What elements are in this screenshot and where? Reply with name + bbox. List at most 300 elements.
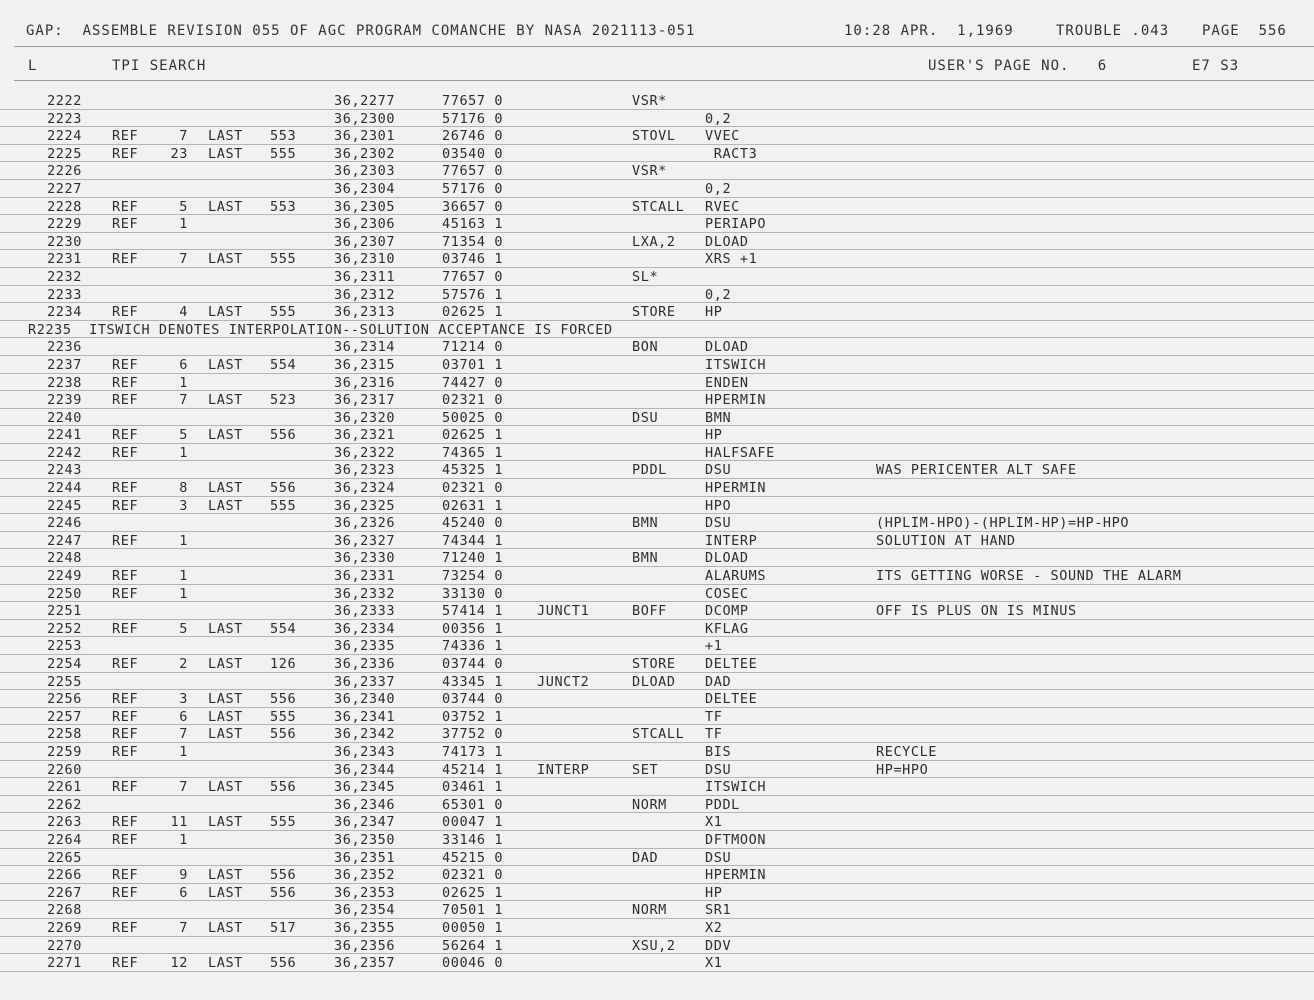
listing-row: [0, 92, 1314, 110]
operand: ITSWICH: [705, 356, 767, 373]
operand: DSU: [705, 515, 732, 532]
last-page: 517: [270, 919, 297, 936]
operand: DAD: [705, 673, 732, 690]
octal-word: 77657 0: [442, 93, 504, 109]
octal-word: 70501 1: [442, 902, 504, 919]
line-number: 2227: [47, 180, 82, 197]
last-page: 556: [270, 955, 297, 972]
listing-row: [0, 637, 1314, 655]
listing-row: [0, 567, 1314, 585]
operand: X1: [705, 814, 723, 831]
line-number: 2243: [47, 462, 82, 479]
ref-marker: REF: [112, 585, 139, 602]
line-number: 2255: [47, 673, 82, 690]
comment: (HPLIM-HPO)-(HPLIM-HP)=HP-HPO: [876, 515, 1130, 532]
last-marker: LAST: [208, 814, 243, 831]
ref-marker: REF: [112, 867, 139, 884]
ref-marker: REF: [112, 884, 139, 901]
line-number: 2251: [47, 603, 82, 620]
operand: DELTEE: [705, 656, 758, 672]
octal-word: 74336 1: [442, 638, 504, 655]
comment: WAS PERICENTER ALT SAFE: [876, 462, 1077, 479]
line-number: 2246: [47, 515, 82, 532]
octal-word: 73254 0: [442, 568, 504, 585]
operand: DSU: [705, 761, 732, 778]
address: 36,2312: [334, 286, 396, 303]
octal-word: 02321 0: [442, 867, 504, 884]
ref-count: 7: [179, 726, 188, 743]
octal-word: 74427 0: [442, 374, 504, 391]
address: 36,2304: [334, 180, 396, 197]
address: 36,2356: [334, 937, 396, 954]
address: 36,2357: [334, 955, 396, 972]
listing-row: [0, 145, 1314, 163]
listing-row: [0, 884, 1314, 902]
page-number: PAGE 556: [1202, 23, 1287, 39]
octal-word: 45163 1: [442, 216, 504, 233]
address: 36,2331: [334, 568, 396, 585]
operand: 0,2: [705, 110, 732, 127]
address: 36,2345: [334, 779, 396, 796]
ref-count: 6: [179, 884, 188, 901]
last-marker: LAST: [208, 656, 243, 672]
listing-row: [0, 215, 1314, 233]
operand: XRS +1: [705, 251, 758, 268]
operand: DLOAD: [705, 550, 749, 567]
octal-word: 77657 0: [442, 268, 504, 285]
octal-word: 02631 1: [442, 497, 504, 514]
address: 36,2355: [334, 919, 396, 936]
line-number: 2261: [47, 779, 82, 796]
octal-word: 03540 0: [442, 145, 504, 162]
ref-marker: REF: [112, 497, 139, 514]
opcode: NORM: [632, 796, 667, 813]
ref-count: 6: [179, 356, 188, 373]
ref-count: 11: [170, 814, 188, 831]
ref-marker: REF: [112, 251, 139, 268]
listing-row: [0, 673, 1314, 691]
octal-word: 03744 0: [442, 656, 504, 672]
operand: HPERMIN: [705, 480, 767, 497]
operand: 0,2: [705, 180, 732, 197]
ref-count: 1: [179, 532, 188, 549]
operand: BIS: [705, 743, 732, 760]
opcode: SL*: [632, 268, 659, 285]
listing-row: [0, 919, 1314, 937]
opcode: BOFF: [632, 603, 667, 620]
address: 36,2320: [334, 409, 396, 426]
operand: PERIAPO: [705, 216, 767, 233]
address: 36,2326: [334, 515, 396, 532]
ref-marker: REF: [112, 444, 139, 461]
listing-row: [0, 444, 1314, 462]
ref-marker: REF: [112, 374, 139, 391]
listing-row: [0, 110, 1314, 128]
listing-row: [0, 937, 1314, 955]
listing-row: [0, 461, 1314, 479]
ref-count: 1: [179, 568, 188, 585]
address: 36,2344: [334, 761, 396, 778]
listing-row: [0, 180, 1314, 198]
assembly-date: 10:28 APR. 1,1969: [844, 23, 1014, 39]
trouble-code: TROUBLE .043: [1056, 23, 1170, 39]
ref-marker: REF: [112, 779, 139, 796]
listing-row: [0, 813, 1314, 831]
operand: TF: [705, 726, 723, 743]
line-number: 2231: [47, 251, 82, 268]
address: 36,2324: [334, 480, 396, 497]
line-number: 2225: [47, 145, 82, 162]
last-page: 554: [270, 356, 297, 373]
listing-row: [0, 162, 1314, 180]
octal-word: 02625 1: [442, 427, 504, 444]
address: 36,2330: [334, 550, 396, 567]
octal-word: 02321 0: [442, 392, 504, 409]
ref-count: 3: [179, 691, 188, 708]
operand: SR1: [705, 902, 732, 919]
octal-word: 74344 1: [442, 532, 504, 549]
ref-marker: REF: [112, 743, 139, 760]
address: 36,2323: [334, 462, 396, 479]
opcode: VSR*: [632, 93, 667, 109]
symbol-label: INTERP: [537, 761, 590, 778]
operand: TF: [705, 708, 723, 725]
line-number: 2253: [47, 638, 82, 655]
operand: +1: [705, 638, 723, 655]
line-number: 2228: [47, 198, 82, 215]
listing-row: [0, 356, 1314, 374]
address: 36,2306: [334, 216, 396, 233]
section-header: [26, 58, 1314, 78]
assembly-title: GAP: ASSEMBLE REVISION 055 OF AGC PROGRAM COMANCHE BY NASA 2021113-051: [26, 23, 696, 39]
line-number: 2230: [47, 233, 82, 250]
octal-word: 33130 0: [442, 585, 504, 602]
line-number: 2271: [47, 955, 82, 972]
line-number: 2266: [47, 867, 82, 884]
listing-row: [0, 479, 1314, 497]
opcode: PDDL: [632, 462, 667, 479]
operand: DCOMP: [705, 603, 749, 620]
address: 36,2346: [334, 796, 396, 813]
last-marker: LAST: [208, 779, 243, 796]
octal-word: 71214 0: [442, 339, 504, 356]
address: 36,2315: [334, 356, 396, 373]
ref-count: 1: [179, 374, 188, 391]
listing-row: [0, 268, 1314, 286]
ref-marker: REF: [112, 831, 139, 848]
listing-row: [0, 198, 1314, 216]
listing-row: [0, 690, 1314, 708]
last-page: 556: [270, 867, 297, 884]
opcode: STORE: [632, 304, 676, 321]
operand: X2: [705, 919, 723, 936]
ref-count: 9: [179, 867, 188, 884]
octal-word: 74365 1: [442, 444, 504, 461]
address: 36,2303: [334, 163, 396, 180]
octal-word: 33146 1: [442, 831, 504, 848]
octal-word: 37752 0: [442, 726, 504, 743]
octal-word: 45240 0: [442, 515, 504, 532]
line-number: 2262: [47, 796, 82, 813]
octal-word: 00050 1: [442, 919, 504, 936]
operand: HPERMIN: [705, 867, 767, 884]
line-number: 2249: [47, 568, 82, 585]
address: 36,2325: [334, 497, 396, 514]
octal-word: 50025 0: [442, 409, 504, 426]
listing-row: [0, 303, 1314, 321]
opcode: BON: [632, 339, 659, 356]
octal-word: 77657 0: [442, 163, 504, 180]
operand: ALARUMS: [705, 568, 767, 585]
last-marker: LAST: [208, 427, 243, 444]
line-number: 2257: [47, 708, 82, 725]
listing-row: [0, 250, 1314, 268]
ref-marker: REF: [112, 919, 139, 936]
comment: ITS GETTING WORSE - SOUND THE ALARM: [876, 568, 1182, 585]
ref-count: 1: [179, 743, 188, 760]
opcode: DSU: [632, 409, 659, 426]
operand: INTERP: [705, 532, 758, 549]
last-page: 126: [270, 656, 297, 672]
address: 36,2307: [334, 233, 396, 250]
listing-row: [0, 725, 1314, 743]
operand: HP: [705, 884, 723, 901]
operand: HALFSAFE: [705, 444, 775, 461]
octal-word: 57176 0: [442, 110, 504, 127]
line-number: 2264: [47, 831, 82, 848]
line-number: 2268: [47, 902, 82, 919]
listing-row: [0, 549, 1314, 567]
operand: COSEC: [705, 585, 749, 602]
last-marker: LAST: [208, 128, 243, 145]
address: 36,2327: [334, 532, 396, 549]
listing-row: [0, 391, 1314, 409]
address: 36,2321: [334, 427, 396, 444]
operand: DSU: [705, 849, 732, 866]
divider: [14, 80, 1314, 81]
opcode: NORM: [632, 902, 667, 919]
address: 36,2340: [334, 691, 396, 708]
opcode: DLOAD: [632, 673, 676, 690]
octal-word: 02625 1: [442, 304, 504, 321]
address: 36,2347: [334, 814, 396, 831]
listing-row: [0, 778, 1314, 796]
operand: ITSWICH: [705, 779, 767, 796]
octal-word: 03701 1: [442, 356, 504, 373]
last-page: 556: [270, 779, 297, 796]
operand: DFTMOON: [705, 831, 767, 848]
octal-word: 57576 1: [442, 286, 504, 303]
ref-count: 6: [179, 708, 188, 725]
address: 36,2311: [334, 268, 396, 285]
ref-count: 5: [179, 198, 188, 215]
listing-row: [0, 620, 1314, 638]
comment: OFF IS PLUS ON IS MINUS: [876, 603, 1077, 620]
operand: VVEC: [705, 128, 740, 145]
last-page: 555: [270, 814, 297, 831]
listing-row: [0, 602, 1314, 620]
last-page: 556: [270, 480, 297, 497]
remark-row: [0, 321, 1314, 339]
ref-marker: REF: [112, 691, 139, 708]
ref-marker: REF: [112, 392, 139, 409]
last-page: 555: [270, 251, 297, 268]
ref-marker: REF: [112, 480, 139, 497]
last-page: 556: [270, 691, 297, 708]
line-number: 2263: [47, 814, 82, 831]
address: 36,2354: [334, 902, 396, 919]
opcode: STORE: [632, 656, 676, 672]
listing-row: [0, 338, 1314, 356]
section-l: L: [28, 58, 38, 74]
listing-row: [0, 866, 1314, 884]
comment: RECYCLE: [876, 743, 938, 760]
address: 36,2352: [334, 867, 396, 884]
listing-row: [0, 514, 1314, 532]
operand: KFLAG: [705, 620, 749, 637]
operand: HPO: [705, 497, 732, 514]
last-page: 555: [270, 497, 297, 514]
listing-row: [0, 796, 1314, 814]
section-code: E7 S3: [1192, 58, 1240, 74]
listing-row: [0, 585, 1314, 603]
ref-marker: REF: [112, 532, 139, 549]
line-number: 2265: [47, 849, 82, 866]
ref-marker: REF: [112, 198, 139, 215]
line-number: 2226: [47, 163, 82, 180]
last-marker: LAST: [208, 708, 243, 725]
listing-row: [0, 901, 1314, 919]
octal-word: 57176 0: [442, 180, 504, 197]
ref-count: 7: [179, 919, 188, 936]
listing-row: [0, 761, 1314, 779]
listing-row: [0, 655, 1314, 673]
operand: DELTEE: [705, 691, 758, 708]
ref-count: 5: [179, 427, 188, 444]
operand: PDDL: [705, 796, 740, 813]
line-number: 2237: [47, 356, 82, 373]
last-page: 553: [270, 128, 297, 145]
line-number: 2267: [47, 884, 82, 901]
ref-marker: REF: [112, 708, 139, 725]
last-page: 556: [270, 427, 297, 444]
address: 36,2314: [334, 339, 396, 356]
operand: RACT3: [705, 145, 758, 162]
operand: X1: [705, 955, 723, 972]
octal-word: 26746 0: [442, 128, 504, 145]
ref-count: 7: [179, 392, 188, 409]
line-number: 2224: [47, 128, 82, 145]
last-marker: LAST: [208, 691, 243, 708]
operand: HPERMIN: [705, 392, 767, 409]
address: 36,2336: [334, 656, 396, 672]
users-page: USER'S PAGE NO. 6: [928, 58, 1108, 74]
listing-row: [0, 426, 1314, 444]
opcode: VSR*: [632, 163, 667, 180]
octal-word: 03461 1: [442, 779, 504, 796]
line-number: 2258: [47, 726, 82, 743]
listing-row: [0, 374, 1314, 392]
octal-word: 00046 0: [442, 955, 504, 972]
line-number: 2239: [47, 392, 82, 409]
listing-row: [0, 849, 1314, 867]
address: 36,2310: [334, 251, 396, 268]
line-number: 2256: [47, 691, 82, 708]
line-number: 2238: [47, 374, 82, 391]
opcode: LXA,2: [632, 233, 676, 250]
operand: BMN: [705, 409, 732, 426]
operand: 0,2: [705, 286, 732, 303]
operand: DDV: [705, 937, 732, 954]
opcode: SET: [632, 761, 659, 778]
line-number: 2252: [47, 620, 82, 637]
ref-count: 3: [179, 497, 188, 514]
address: 36,2333: [334, 603, 396, 620]
comment: HP=HPO: [876, 761, 929, 778]
last-page: 555: [270, 708, 297, 725]
last-marker: LAST: [208, 198, 243, 215]
ref-marker: REF: [112, 304, 139, 321]
ref-count: 2: [179, 656, 188, 672]
code-listing: [0, 92, 1314, 972]
address: 36,2302: [334, 145, 396, 162]
ref-marker: REF: [112, 656, 139, 672]
octal-word: 43345 1: [442, 673, 504, 690]
ref-marker: REF: [112, 216, 139, 233]
last-page: 556: [270, 884, 297, 901]
last-marker: LAST: [208, 867, 243, 884]
address: 36,2316: [334, 374, 396, 391]
octal-word: 65301 0: [442, 796, 504, 813]
divider: [14, 46, 1314, 47]
address: 36,2353: [334, 884, 396, 901]
remark-text: R2235 ITSWICH DENOTES INTERPOLATION--SOLUTION ACCEPTANCE IS FORCED: [28, 321, 613, 338]
ref-count: 23: [170, 145, 188, 162]
line-number: 2234: [47, 304, 82, 321]
last-page: 556: [270, 726, 297, 743]
opcode: STOVL: [632, 128, 676, 145]
address: 36,2335: [334, 638, 396, 655]
ref-marker: REF: [112, 814, 139, 831]
last-page: 554: [270, 620, 297, 637]
listing-row: [0, 497, 1314, 515]
last-marker: LAST: [208, 145, 243, 162]
operand: HP: [705, 304, 723, 321]
address: 36,2351: [334, 849, 396, 866]
address: 36,2277: [334, 93, 396, 109]
address: 36,2313: [334, 304, 396, 321]
address: 36,2300: [334, 110, 396, 127]
octal-word: 02625 1: [442, 884, 504, 901]
last-marker: LAST: [208, 726, 243, 743]
octal-word: 02321 0: [442, 480, 504, 497]
listing-row: [0, 831, 1314, 849]
octal-word: 45215 0: [442, 849, 504, 866]
last-marker: LAST: [208, 497, 243, 514]
line-number: 2254: [47, 656, 82, 672]
octal-word: 03752 1: [442, 708, 504, 725]
line-number: 2242: [47, 444, 82, 461]
octal-word: 57414 1: [442, 603, 504, 620]
line-number: 2233: [47, 286, 82, 303]
listing-row: [0, 532, 1314, 550]
line-number: 2259: [47, 743, 82, 760]
line-number: 2250: [47, 585, 82, 602]
last-marker: LAST: [208, 251, 243, 268]
octal-word: 03746 1: [442, 251, 504, 268]
last-marker: LAST: [208, 620, 243, 637]
octal-word: 00047 1: [442, 814, 504, 831]
